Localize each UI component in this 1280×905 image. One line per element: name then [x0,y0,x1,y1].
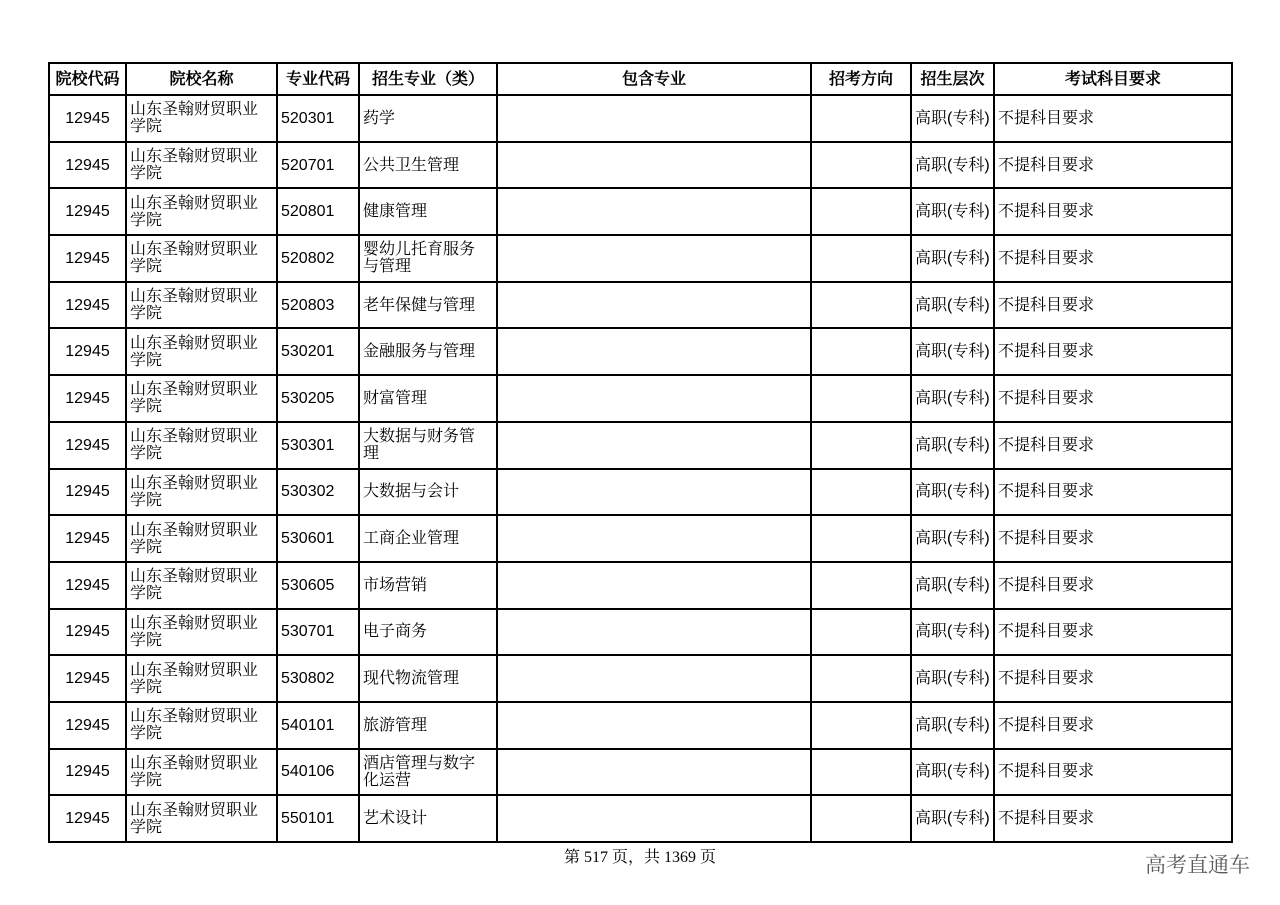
level-cell [911,749,994,796]
level-cell [911,142,994,189]
table-header [49,63,1232,95]
included-majors-cell [497,188,811,235]
included-majors-cell [497,702,811,749]
header-major-name: 招生专业（类） [359,63,497,95]
included-majors-cell [497,328,811,375]
subject-requirement-text: 不提科目要求 [998,763,1095,781]
table-body [49,95,1232,842]
school-code-text: 12945 [65,530,110,548]
subject-requirement-text: 不提科目要求 [998,810,1095,828]
major-code-cell [277,142,359,189]
included-majors-cell [497,515,811,562]
level-cell [911,235,994,282]
major-name-cell [359,375,497,422]
header-admission-direction: 招考方向 [811,63,911,95]
included-majors-cell [497,142,811,189]
admission-direction-cell [811,515,911,562]
school-name-text: 山东圣翰财贸职业学院 [130,708,259,743]
admission-direction-cell [811,422,911,469]
subject-requirement-text: 不提科目要求 [998,389,1095,407]
major-name-text: 婴幼儿托育服务与管理 [363,241,476,276]
major-code-cell [277,609,359,656]
subject-requirement-text: 不提科目要求 [998,483,1095,501]
included-majors-cell [497,375,811,422]
major-name-text: 大数据与财务管理 [363,428,476,463]
major-name-text: 健康管理 [363,203,428,221]
major-code-text: 520801 [281,203,335,221]
major-name-cell [359,562,497,609]
watermark-text: 高考直通车 [1145,853,1250,877]
subject-requirement-cell [994,142,1232,189]
major-code-text: 520803 [281,296,335,314]
level-cell [911,282,994,329]
major-name-text: 电子商务 [363,623,428,641]
major-code-cell [277,282,359,329]
school-code-cell [49,795,126,842]
major-name-text: 艺术设计 [363,810,428,828]
school-code-cell [49,515,126,562]
subject-requirement-text: 不提科目要求 [998,109,1095,127]
major-code-text: 540106 [281,763,335,781]
major-code-text: 520301 [281,109,335,127]
table-row [49,562,1232,609]
subject-requirement-cell [994,655,1232,702]
subject-requirement-text: 不提科目要求 [998,343,1095,361]
school-name-cell [126,422,277,469]
major-code-text: 540101 [281,716,335,734]
school-code-text: 12945 [65,670,110,688]
level-text: 高职(专科) [915,810,990,828]
major-name-cell [359,95,497,142]
included-majors-cell [497,562,811,609]
major-code-text: 530301 [281,436,335,454]
level-text: 高职(专科) [915,436,990,454]
included-majors-cell [497,655,811,702]
school-code-text: 12945 [65,156,110,174]
major-code-cell [277,515,359,562]
school-name-cell [126,235,277,282]
school-code-text: 12945 [65,296,110,314]
level-cell [911,795,994,842]
major-name-cell [359,282,497,329]
school-name-text: 山东圣翰财贸职业学院 [130,334,259,369]
subject-requirement-cell [994,749,1232,796]
school-code-text: 12945 [65,343,110,361]
included-majors-cell [497,422,811,469]
level-text: 高职(专科) [915,109,990,127]
school-name-text: 山东圣翰财贸职业学院 [130,474,259,509]
major-code-cell [277,795,359,842]
level-text: 高职(专科) [915,716,990,734]
subject-requirement-cell [994,235,1232,282]
school-code-cell [49,142,126,189]
major-code-text: 530701 [281,623,335,641]
school-code-cell [49,749,126,796]
school-name-text: 山东圣翰财贸职业学院 [130,241,259,276]
admission-direction-cell [811,795,911,842]
major-name-text: 工商企业管理 [363,530,460,548]
level-cell [911,95,994,142]
school-code-cell [49,95,126,142]
major-name-text: 现代物流管理 [363,670,460,688]
level-cell [911,655,994,702]
table-row [49,235,1232,282]
major-code-cell [277,655,359,702]
school-name-text: 山东圣翰财贸职业学院 [130,661,259,696]
major-code-cell [277,562,359,609]
major-name-text: 金融服务与管理 [363,343,476,361]
subject-requirement-text: 不提科目要求 [998,623,1095,641]
major-code-text: 530605 [281,576,335,594]
school-name-cell [126,375,277,422]
major-name-text: 财富管理 [363,389,428,407]
level-text: 高职(专科) [915,249,990,267]
admission-direction-cell [811,375,911,422]
included-majors-cell [497,95,811,142]
school-name-text: 山东圣翰财贸职业学院 [130,754,259,789]
school-code-cell [49,562,126,609]
school-code-text: 12945 [65,203,110,221]
level-cell [911,702,994,749]
major-code-cell [277,188,359,235]
admission-direction-cell [811,235,911,282]
admission-direction-cell [811,469,911,516]
major-code-text: 530205 [281,389,335,407]
subject-requirement-cell [994,515,1232,562]
included-majors-cell [497,795,811,842]
table-row [49,95,1232,142]
admission-direction-cell [811,142,911,189]
admission-direction-cell [811,282,911,329]
table-row [49,469,1232,516]
major-code-text: 530601 [281,530,335,548]
major-name-cell [359,235,497,282]
level-text: 高职(专科) [915,296,990,314]
school-name-cell [126,282,277,329]
major-name-text: 药学 [363,109,396,127]
level-text: 高职(专科) [915,156,990,174]
school-code-cell [49,282,126,329]
level-text: 高职(专科) [915,576,990,594]
school-code-text: 12945 [65,810,110,828]
major-code-cell [277,95,359,142]
level-text: 高职(专科) [915,203,990,221]
table-row [49,375,1232,422]
subject-requirement-text: 不提科目要求 [998,530,1095,548]
level-cell [911,375,994,422]
school-code-text: 12945 [65,763,110,781]
school-code-cell [49,702,126,749]
school-name-text: 山东圣翰财贸职业学院 [130,614,259,649]
major-name-cell [359,749,497,796]
table-row [49,328,1232,375]
header-major-code: 专业代码 [277,63,359,95]
table-row [49,422,1232,469]
major-name-text: 旅游管理 [363,716,428,734]
major-name-cell [359,702,497,749]
school-name-text: 山东圣翰财贸职业学院 [130,148,259,183]
subject-requirement-cell [994,188,1232,235]
major-code-cell [277,328,359,375]
school-code-cell [49,375,126,422]
level-text: 高职(专科) [915,530,990,548]
header-subject-requirement: 考试科目要求 [994,63,1232,95]
school-name-text: 山东圣翰财贸职业学院 [130,101,259,136]
school-name-cell [126,469,277,516]
major-code-text: 550101 [281,810,335,828]
school-name-cell [126,655,277,702]
level-text: 高职(专科) [915,389,990,407]
subject-requirement-cell [994,702,1232,749]
subject-requirement-text: 不提科目要求 [998,203,1095,221]
subject-requirement-cell [994,95,1232,142]
subject-requirement-text: 不提科目要求 [998,296,1095,314]
admission-direction-cell [811,609,911,656]
major-code-text: 520802 [281,249,335,267]
school-name-cell [126,749,277,796]
admission-direction-cell [811,655,911,702]
subject-requirement-cell [994,469,1232,516]
included-majors-cell [497,235,811,282]
major-name-cell [359,188,497,235]
major-name-text: 酒店管理与数字化运营 [363,754,476,789]
table-row [49,188,1232,235]
school-name-text: 山东圣翰财贸职业学院 [130,568,259,603]
major-name-cell [359,142,497,189]
subject-requirement-cell [994,328,1232,375]
table-row [49,282,1232,329]
major-code-text: 530802 [281,670,335,688]
level-cell [911,469,994,516]
school-name-cell [126,609,277,656]
level-cell [911,422,994,469]
subject-requirement-cell [994,375,1232,422]
major-code-cell [277,469,359,516]
subject-requirement-cell [994,282,1232,329]
included-majors-cell [497,469,811,516]
school-name-text: 山东圣翰财贸职业学院 [130,428,259,463]
school-name-cell [126,188,277,235]
school-code-cell [49,609,126,656]
school-code-text: 12945 [65,389,110,407]
header-included-majors: 包含专业 [497,63,811,95]
major-name-cell [359,655,497,702]
school-name-cell [126,795,277,842]
school-code-cell [49,235,126,282]
school-code-cell [49,422,126,469]
page-number-footer: 第 517 页，共 1369 页 [563,849,716,866]
major-name-cell [359,422,497,469]
level-cell [911,515,994,562]
subject-requirement-text: 不提科目要求 [998,249,1095,267]
header-level: 招生层次 [911,63,994,95]
major-code-cell [277,375,359,422]
admission-direction-cell [811,188,911,235]
major-name-text: 老年保健与管理 [363,296,476,314]
table-row [49,515,1232,562]
table-row [49,142,1232,189]
included-majors-cell [497,282,811,329]
level-cell [911,609,994,656]
table-row [49,655,1232,702]
header-school-name: 院校名称 [126,63,277,95]
header-row [49,63,1232,95]
school-name-text: 山东圣翰财贸职业学院 [130,521,259,556]
included-majors-cell [497,609,811,656]
school-code-text: 12945 [65,576,110,594]
subject-requirement-text: 不提科目要求 [998,156,1095,174]
admission-direction-cell [811,328,911,375]
major-code-text: 530201 [281,343,335,361]
major-code-cell [277,749,359,796]
level-text: 高职(专科) [915,343,990,361]
included-majors-cell [497,749,811,796]
school-name-cell [126,328,277,375]
admission-direction-cell [811,702,911,749]
major-name-cell [359,515,497,562]
table-row [49,702,1232,749]
subject-requirement-cell [994,562,1232,609]
subject-requirement-text: 不提科目要求 [998,436,1095,454]
school-name-text: 山东圣翰财贸职业学院 [130,381,259,416]
table-row [49,795,1232,842]
level-text: 高职(专科) [915,763,990,781]
major-name-text: 大数据与会计 [363,483,460,501]
major-name-cell [359,328,497,375]
major-name-cell [359,795,497,842]
school-name-cell [126,562,277,609]
school-name-cell [126,515,277,562]
subject-requirement-cell [994,795,1232,842]
school-name-text: 山东圣翰财贸职业学院 [130,801,259,836]
school-name-cell [126,702,277,749]
major-name-text: 公共卫生管理 [363,156,460,174]
school-code-text: 12945 [65,436,110,454]
major-name-text: 市场营销 [363,576,428,594]
school-code-cell [49,328,126,375]
school-code-cell [49,469,126,516]
table-row [49,749,1232,796]
major-name-cell [359,609,497,656]
admission-direction-cell [811,562,911,609]
school-name-cell [126,95,277,142]
major-code-cell [277,235,359,282]
major-code-text: 530302 [281,483,335,501]
major-code-cell [277,422,359,469]
major-code-text: 520701 [281,156,335,174]
subject-requirement-cell [994,422,1232,469]
level-cell [911,328,994,375]
school-name-cell [126,142,277,189]
admission-direction-cell [811,95,911,142]
subject-requirement-text: 不提科目要求 [998,670,1095,688]
school-code-text: 12945 [65,249,110,267]
school-code-cell [49,188,126,235]
level-text: 高职(专科) [915,623,990,641]
level-text: 高职(专科) [915,483,990,501]
school-code-cell [49,655,126,702]
level-cell [911,562,994,609]
level-cell [911,188,994,235]
table-row [49,609,1232,656]
school-code-text: 12945 [65,109,110,127]
school-code-text: 12945 [65,623,110,641]
school-name-text: 山东圣翰财贸职业学院 [130,288,259,323]
school-code-text: 12945 [65,483,110,501]
major-code-cell [277,702,359,749]
major-name-cell [359,469,497,516]
admission-direction-cell [811,749,911,796]
subject-requirement-text: 不提科目要求 [998,716,1095,734]
school-code-text: 12945 [65,716,110,734]
admissions-table [48,62,1233,843]
school-name-text: 山东圣翰财贸职业学院 [130,194,259,229]
subject-requirement-cell [994,609,1232,656]
level-text: 高职(专科) [915,670,990,688]
header-school-code: 院校代码 [49,63,126,95]
subject-requirement-text: 不提科目要求 [998,576,1095,594]
